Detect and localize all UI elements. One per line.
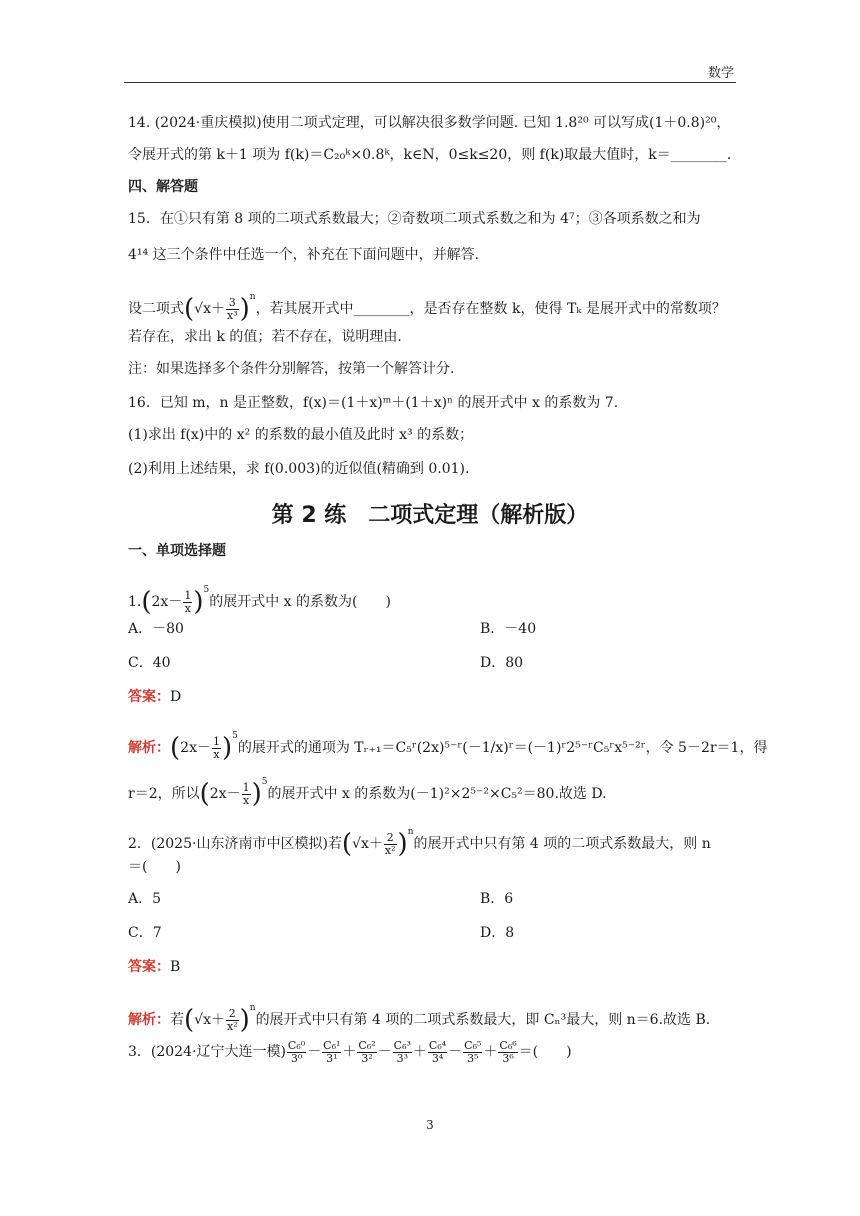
p1-option-c: C．40 [128, 655, 171, 671]
p3-operator-6: ＝( ) [518, 1044, 572, 1060]
q15-line3-b: ，若其展开式中________，是否存在整数 k，使得 Tₖ 是展开式中的常数项？ [255, 301, 726, 317]
p1-options-row2 [128, 652, 748, 674]
p2-options-row1 [128, 888, 748, 910]
p1-option-b: B．－40 [480, 621, 537, 637]
p2-option-a: A．5 [128, 891, 162, 907]
q16-line1: 16．已知 m，n 是正整数，f(x)＝(1＋x)ᵐ＋(1＋x)ⁿ 的展开式中 x 的系数为 7. [128, 395, 619, 411]
p2-option-b: B．6 [480, 891, 514, 907]
section-heading-4: 四、解答题 [128, 179, 198, 195]
q15-expr: √x＋ [194, 301, 225, 317]
p1-options-row1 [128, 618, 748, 640]
q15-line3: 设二项式(√x＋ $\frac{3}{\text{x³}}$ )$^n$，若其展开式中________，是否存在整数 k，使得 Tₖ 是展开式中的常数项？ [128, 292, 726, 324]
p2-option-c: C．7 [128, 925, 162, 941]
q15-line2: 4¹⁴ 这三个条件中任选一个，补充在下面问题中，并解答. [128, 247, 480, 263]
p2-fraction: $\frac{2}{\text{x²}}$ [384, 830, 396, 857]
q15-fraction: $\frac{3}{\text{x³}}$ [226, 295, 238, 322]
p1-option-a: A．－80 [128, 621, 184, 637]
section-heading-1: 一、单项选择题 [128, 543, 226, 559]
p1-answer: 答案：D [128, 689, 182, 705]
p3-operator-1: ＋ [342, 1044, 357, 1060]
p3-term-0: $\frac{\text{C₆⁰}}{\text{3⁰}}$ [287, 1038, 306, 1065]
page-title: 第 2 练 二项式定理（解析版） [271, 503, 589, 528]
p3-operator-3: ＋ [412, 1044, 427, 1060]
p1-analysis-line1: 解析：(2x－ $\frac{1}{x}$ )$^5$的展开式的通项为 Tᵣ₊₁＝C₅ʳ(2x)⁵⁻ʳ(－1/x)ʳ＝(－1)ʳ2⁵⁻ʳC₅ʳx⁵⁻²ʳ，令 5－2r＝1，得 [128, 731, 768, 763]
page-header [124, 62, 736, 83]
q15-line3-a: 设二项式 [128, 301, 184, 317]
p1-fraction: $\frac{1}{x}$ [184, 588, 192, 615]
p3-operator-0: － [307, 1044, 322, 1060]
p2-answer: 答案：B [128, 959, 181, 975]
p3-term-4: $\frac{\text{C₆⁴}}{\text{3⁴}}$ [428, 1038, 447, 1065]
p3-operator-5: ＋ [483, 1044, 498, 1060]
p2-options-row2 [128, 922, 748, 944]
q14-line2: 令展开式的第 k＋1 项为 f(k)＝C₂₀ᵏ×0.8ᵏ，k∈N，0≤k≤20，则 f(k)取最大值时，k＝________. [128, 147, 732, 163]
header-subject: 数学 [707, 66, 734, 81]
q15-line1: 15．在①只有第 8 项的二项式系数最大；②奇数项二项式系数之和为 4⁷；③各项系数之和为 [128, 211, 701, 227]
p3-term-3: $\frac{\text{C₆³}}{\text{3³}}$ [393, 1038, 411, 1065]
p1-analysis-line2: r＝2，所以(2x－ $\frac{1}{x}$ )$^5$的展开式中 x 的系数为(－1)²×2⁵⁻²×C₅²＝80.故选 D. [128, 777, 607, 809]
q16-line2: (1)求出 f(x)中的 x² 的系数的最小值及此时 x³ 的系数； [128, 427, 474, 443]
p2-stem: 2．(2025·山东济南市中区模拟)若(√x＋ $\frac{2}{\text{x²}}$ )$^n$的展开式中只有第 4 项的二项式系数最大，则 n [128, 827, 711, 859]
p2-analysis: 解析：若(√x＋ $\frac{2}{\text{x²}}$ )$^n$的展开式中只有第 4 项的二项式系数最大，即 Cₙ³最大，则 n＝6.故选 B. [128, 1003, 711, 1035]
q16-line3: (2)利用上述结果，求 f(0.003)的近似值(精确到 0.01). [128, 461, 470, 477]
p3-term-1: $\frac{\text{C₆¹}}{\text{3¹}}$ [323, 1038, 341, 1065]
p1-option-d: D．80 [480, 655, 524, 671]
p3-term-6: $\frac{\text{C₆⁶}}{\text{3⁶}}$ [499, 1038, 517, 1065]
q14-line1: 14. (2024·重庆模拟)使用二项式定理，可以解决很多数学问题. 已知 1.8²⁰ 可以写成(1＋0.8)²⁰， [128, 115, 731, 131]
p3-term-2: $\frac{\text{C₆²}}{\text{3²}}$ [358, 1038, 376, 1065]
p1-stem: 1.(2x－ $\frac{1}{x}$ )$^5$的展开式中 x 的系数为( ) [128, 585, 391, 617]
p2-option-d: D．8 [480, 925, 515, 941]
p2-stem-line2: ＝( ) [128, 859, 181, 875]
page-number: 3 [426, 1118, 434, 1132]
q15-line5: 注：如果选择多个条件分别解答，按第一个解答计分. [128, 361, 455, 377]
p3-operator-2: － [377, 1044, 392, 1060]
p3-term-5: $\frac{\text{C₆⁵}}{\text{3⁵}}$ [464, 1038, 482, 1065]
q15-line4: 若存在，求出 k 的值；若不存在，说明理由. [128, 329, 402, 345]
p3-stem: 3．(2024·辽宁大连一模) $\frac{\text{C₆⁰}}{\text{3⁰}}$ － $\frac{\text{C₆¹}}{\text{3¹}}$ ＋ $\frac{\text{C₆²}}{\text{3²}}$ － $\frac{\text{C₆³}}{\text{3³}}$ ＋ $\frac{\text{C₆⁴}}{\text{3⁴}}$ － $\frac{\text{C₆⁵}}{\text{3⁵}}$ ＋ $\frac{\text{C₆⁶}}{\text{3⁶}}$ ＝( ) [128, 1038, 572, 1065]
p3-operator-4: － [448, 1044, 463, 1060]
